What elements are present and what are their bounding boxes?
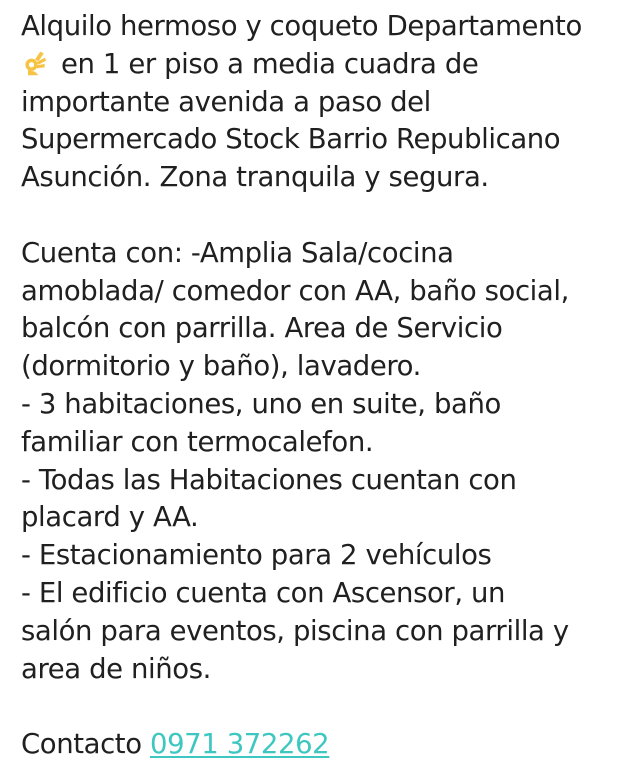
message-line: Supermercado Stock Barrio Republicano (21, 123, 561, 156)
message-line-with-emoji (21, 46, 633, 84)
message-line: - 3 habitaciones, uno en suite, baño (21, 387, 501, 420)
message-line: salón para eventos, piscina con parrilla y (21, 614, 569, 647)
paragraph-spacer (21, 197, 633, 235)
message-line: Cuenta con: -Amplia Sala/cocina (21, 236, 454, 269)
message-line: area de niños. (21, 652, 211, 685)
message-line: familiar con termocalefon. (21, 425, 374, 458)
message-line: placard y AA. (21, 501, 199, 534)
ok-hand-icon (21, 49, 49, 77)
message-line: amoblada/ comedor con AA, baño social, (21, 274, 569, 307)
paragraph-spacer (21, 688, 633, 726)
message-line-text: en 1 er piso a media cuadra de (61, 47, 479, 80)
phone-link[interactable]: 0971 372262 (149, 728, 330, 761)
message-line: - Estacionamiento para 2 vehículos (21, 539, 492, 572)
message-line: - Todas las Habitaciones cuentan con (21, 463, 517, 496)
contact-label: Contacto (21, 728, 150, 761)
message-line: - El edificio cuenta con Ascensor, un (21, 576, 506, 609)
message-line: importante avenida a paso del (21, 85, 431, 118)
message-text (21, 8, 633, 764)
message-line: (dormitorio y baño), lavadero. (21, 350, 421, 383)
message-line: Asunción. Zona tranquila y segura. (21, 161, 489, 194)
message-line: balcón con parrilla. Area de Servicio (21, 312, 503, 345)
message-line: Alquilo hermoso y coqueto Departamento (21, 10, 582, 42)
contact-line (21, 726, 633, 764)
